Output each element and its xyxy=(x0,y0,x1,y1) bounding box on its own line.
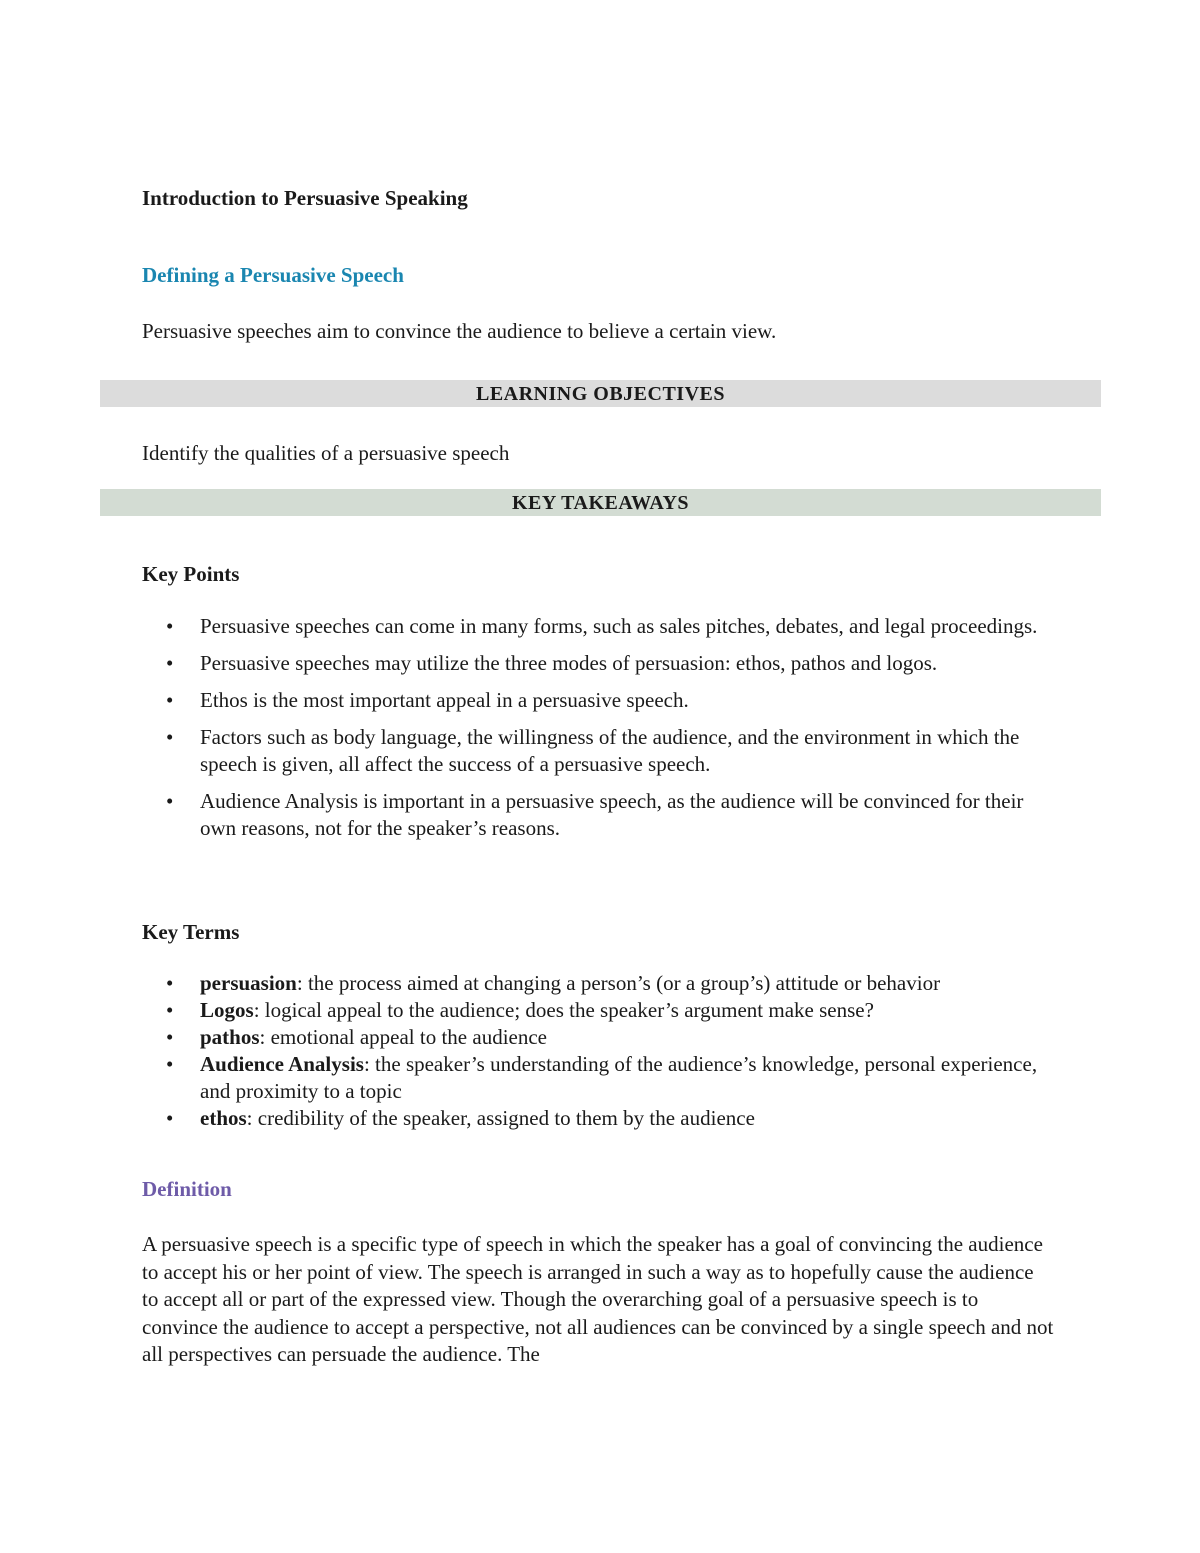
document-title: Introduction to Persuasive Speaking xyxy=(142,186,468,210)
list-item: • ethos: credibility of the speaker, assigned to them by the audience xyxy=(166,1106,755,1130)
term: Audience Analysis xyxy=(200,1052,364,1076)
list-item: • persuasion: the process aimed at changing a person’s (or a group’s) attitude or behavior xyxy=(166,971,941,995)
learning-objective-text: Identify the qualities of a persuasive speech xyxy=(142,441,510,465)
key-terms-list xyxy=(142,970,1052,1132)
section-heading: Defining a Persuasive Speech xyxy=(142,263,404,287)
list-item: • Factors such as body language, the willingness of the audience, and the environment in which the speech is given, all affect the success of a persuasive speech. xyxy=(166,725,1020,776)
list-item: • pathos: emotional appeal to the audience xyxy=(166,1025,547,1049)
list-item: • Ethos is the most important appeal in a persuasive speech. xyxy=(166,688,689,712)
term: ethos xyxy=(200,1106,247,1130)
term-definition: : the speaker’s understanding of the audience’s knowledge, personal experience, and proximity to a topic xyxy=(200,1052,1038,1103)
list-item: • Audience Analysis is important in a persuasive speech, as the audience will be convinced for their own reasons, not for the speaker’s reasons. xyxy=(166,789,1024,840)
learning-objectives-header: LEARNING OBJECTIVES xyxy=(100,380,1101,407)
term-definition: : the process aimed at changing a person’s (or a group’s) attitude or behavior xyxy=(296,971,941,995)
term: Logos xyxy=(200,998,254,1022)
term: pathos xyxy=(200,1025,260,1049)
term-definition: : credibility of the speaker, assigned to them by the audience xyxy=(246,1106,755,1130)
term-definition: : emotional appeal to the audience xyxy=(259,1025,547,1049)
list-item: • Persuasive speeches can come in many forms, such as sales pitches, debates, and legal proceedings. xyxy=(166,614,1038,638)
key-takeaways-header: KEY TAKEAWAYS xyxy=(100,489,1101,516)
term: persuasion xyxy=(200,971,297,995)
list-item: • Persuasive speeches may utilize the three modes of persuasion: ethos, pathos and logos. xyxy=(166,651,938,675)
list-item: • Audience Analysis: the speaker’s understanding of the audience’s knowledge, personal experience, and proximity to a topic xyxy=(166,1052,1038,1103)
intro-text: Persuasive speeches aim to convince the audience to believe a certain view. xyxy=(142,319,777,343)
key-terms-heading: Key Terms xyxy=(142,920,240,944)
term-definition: : logical appeal to the audience; does the speaker’s argument make sense? xyxy=(253,998,874,1022)
definition-heading: Definition xyxy=(142,1177,232,1201)
list-item: • Logos: logical appeal to the audience; does the speaker’s argument make sense? xyxy=(166,998,874,1022)
key-points-list xyxy=(142,613,1052,852)
definition-paragraph: A persuasive speech is a specific type of speech in which the speaker has a goal of convincing the audience to accept his or her point of view. The speech is arranged in such a way as to hopefully cause the audience to accept all or part of the expressed view. Though the overarching goal of a persuasive speech is to convince the audience to accept a perspective, not all audiences can be convinced by a single speech and not all perspectives can persuade the audience. The xyxy=(142,1232,1054,1366)
key-points-heading: Key Points xyxy=(142,562,240,586)
